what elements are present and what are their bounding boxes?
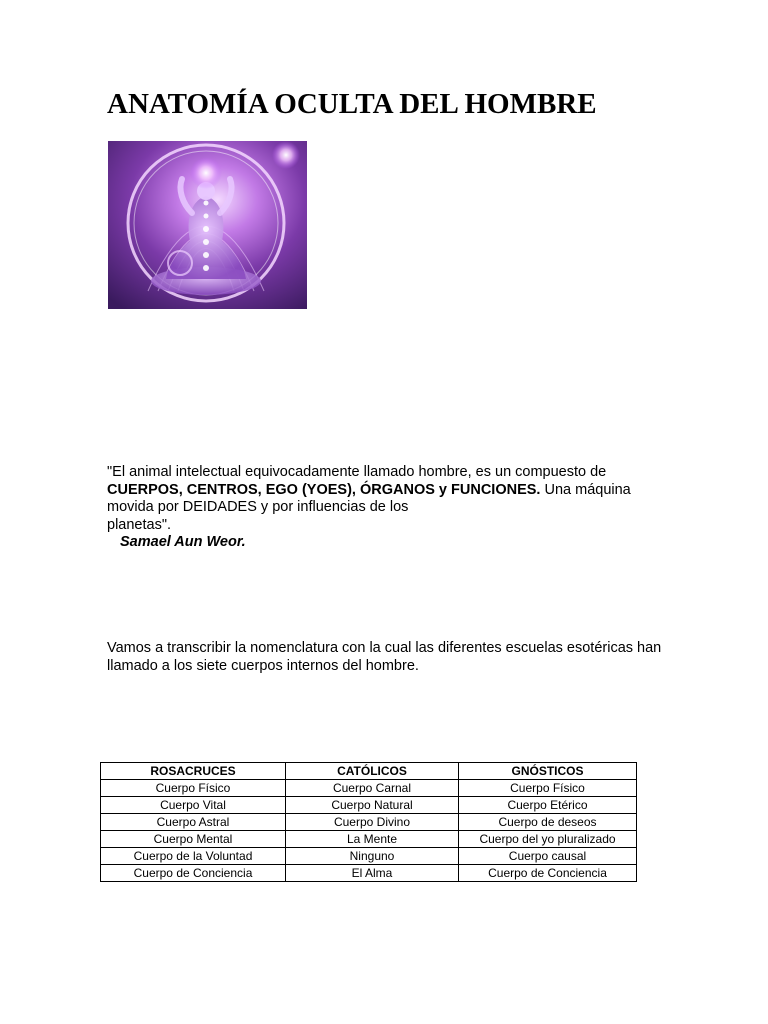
table-cell: Cuerpo Astral (101, 814, 286, 831)
header-gnosticos: GNÓSTICOS (459, 763, 637, 780)
quote-rest-text: Una máquina movida por DEIDADES y por influencias de los (107, 481, 631, 515)
table-cell: La Mente (286, 831, 459, 848)
table-header-row (101, 763, 637, 780)
table-cell: Cuerpo Mental (101, 831, 286, 848)
table-row (101, 848, 637, 865)
quote-bold-text: CUERPOS, CENTROS, EGO (YOES), ÓRGANOS y FUNCIONES. (107, 481, 541, 498)
quote-author: Samael Aun Weor. (120, 534, 246, 550)
page-title: ANATOMÍA OCULTA DEL HOMBRE (107, 88, 597, 120)
table-cell: Cuerpo de Conciencia (101, 865, 286, 882)
table-row (101, 797, 637, 814)
table-row (101, 780, 637, 797)
quote-block (107, 464, 667, 552)
table-row (101, 831, 637, 848)
meditating-figure-image (108, 141, 307, 309)
table-cell: Ninguno (286, 848, 459, 865)
quote-line-4: planetas". (107, 516, 171, 533)
header-rosacruces: ROSACRUCES (101, 763, 286, 780)
table-cell: Cuerpo de deseos (459, 814, 637, 831)
table-cell: Cuerpo de Conciencia (459, 865, 637, 882)
table-cell: Cuerpo del yo pluralizado (459, 831, 637, 848)
table-cell: Cuerpo Etérico (459, 797, 637, 814)
quote-line-2 (107, 482, 667, 517)
table-cell: Cuerpo Vital (101, 797, 286, 814)
table-cell: Cuerpo de la Voluntad (101, 848, 286, 865)
table-cell: Cuerpo Divino (286, 814, 459, 831)
table-row (101, 865, 637, 882)
table-cell: Cuerpo Físico (459, 780, 637, 797)
table-cell: Cuerpo causal (459, 848, 637, 865)
bodies-table (100, 762, 637, 882)
intro-paragraph: Vamos a transcribir la nomenclatura con la cual las diferentes escuelas esotéricas han llamado a los siete cuerpos internos del hombre. (107, 640, 662, 674)
quote-line-1: "El animal intelectual equivocadamente llamado hombre, es un compuesto de (107, 464, 607, 480)
table-cell: Cuerpo Carnal (286, 780, 459, 797)
table-cell: El Alma (286, 865, 459, 882)
table-cell: Cuerpo Natural (286, 797, 459, 814)
table-cell: Cuerpo Físico (101, 780, 286, 797)
header-catolicos: CATÓLICOS (286, 763, 459, 780)
meditating-figure-with-chakras-image (108, 141, 307, 309)
table-row (101, 814, 637, 831)
